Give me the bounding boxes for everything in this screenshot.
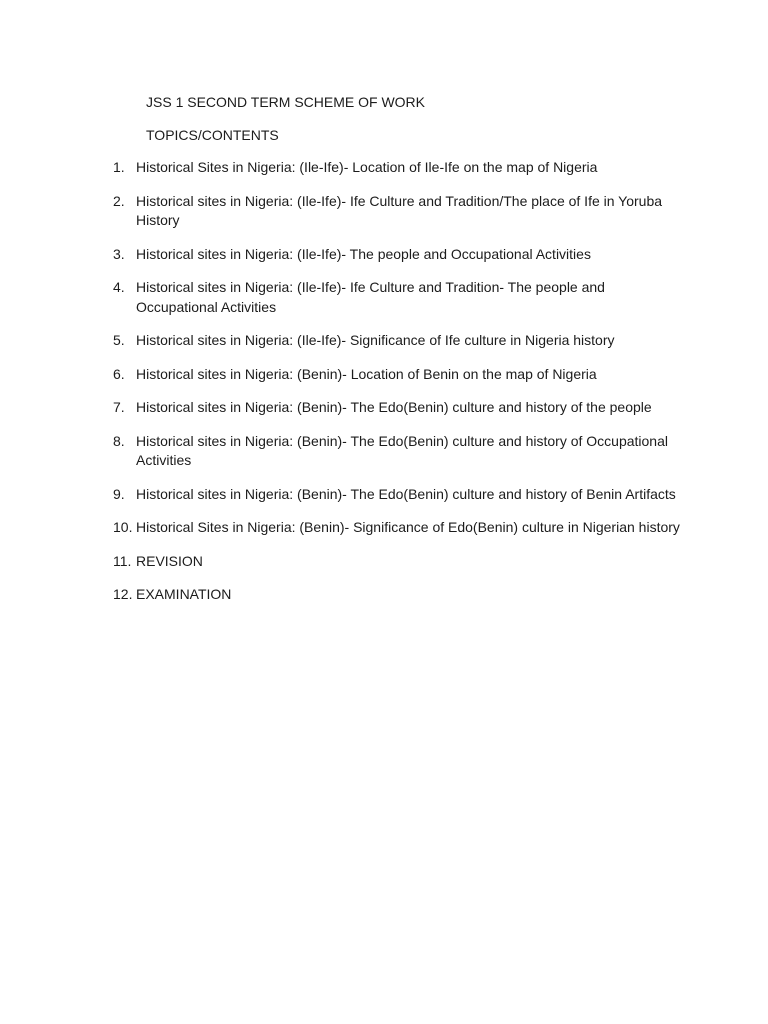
topic-number: 8. [113, 432, 125, 449]
topic-item [0, 485, 768, 505]
topic-item [0, 552, 768, 572]
document-title: JSS 1 SECOND TERM SCHEME OF WORK [146, 94, 425, 110]
topic-text: Historical sites in Nigeria: (Benin)- The Edo(Benin) culture and history of the people [136, 399, 652, 415]
topic-text: REVISION [136, 552, 203, 569]
topic-item [0, 192, 768, 231]
topic-number: 7. [113, 399, 125, 415]
topic-item [0, 278, 768, 317]
topic-number: 10. [113, 519, 133, 535]
topic-item [0, 518, 768, 538]
topic-number: 11. [113, 552, 132, 569]
topic-item [0, 398, 768, 418]
topic-number: 1. [113, 159, 125, 175]
topic-text: EXAMINATION [136, 586, 232, 602]
topic-number: 12. [113, 586, 133, 602]
topic-number: 6. [113, 365, 125, 382]
topic-text: Historical sites in Nigeria: (Ile-Ife)- Significance of Ife culture in Nigeria history [136, 332, 615, 348]
topic-item [0, 585, 768, 605]
topic-number: 5. [113, 332, 125, 348]
topic-number: 2. [113, 192, 125, 209]
topic-item [0, 365, 768, 385]
topic-text: Historical Sites in Nigeria: (Ile-Ife)- Location of Ile-Ife on the map of Nigeria [136, 159, 598, 175]
topic-text: Historical sites in Nigeria: (Benin)- The Edo(Benin) culture and history of Occupational Activities [136, 432, 668, 468]
topic-text: Historical sites in Nigeria: (Ile-Ife)- Ife Culture and Tradition- The people and Occupational Activities [136, 279, 605, 315]
topic-text: Historical Sites in Nigeria: (Benin)- Significance of Edo(Benin) culture in Nigerian history [136, 519, 680, 535]
topic-item [0, 245, 768, 265]
topic-item [0, 158, 768, 178]
topic-text: Historical sites in Nigeria: (Ile-Ife)- Ife Culture and Tradition/The place of Ife in Yoruba History [136, 192, 663, 228]
topic-list [0, 158, 768, 619]
topic-text: Historical sites in Nigeria: (Benin)- Location of Benin on the map of Nigeria [136, 365, 597, 382]
topic-number: 3. [113, 245, 125, 262]
topic-text: Historical sites in Nigeria: (Benin)- The Edo(Benin) culture and history of Benin Artifacts [136, 485, 676, 502]
topic-number: 4. [113, 279, 125, 295]
topic-item [0, 432, 768, 471]
topic-number: 9. [113, 485, 125, 502]
topic-text: Historical sites in Nigeria: (Ile-Ife)- The people and Occupational Activities [136, 245, 591, 262]
document-subtitle: TOPICS/CONTENTS [146, 127, 279, 143]
topic-item [0, 331, 768, 351]
